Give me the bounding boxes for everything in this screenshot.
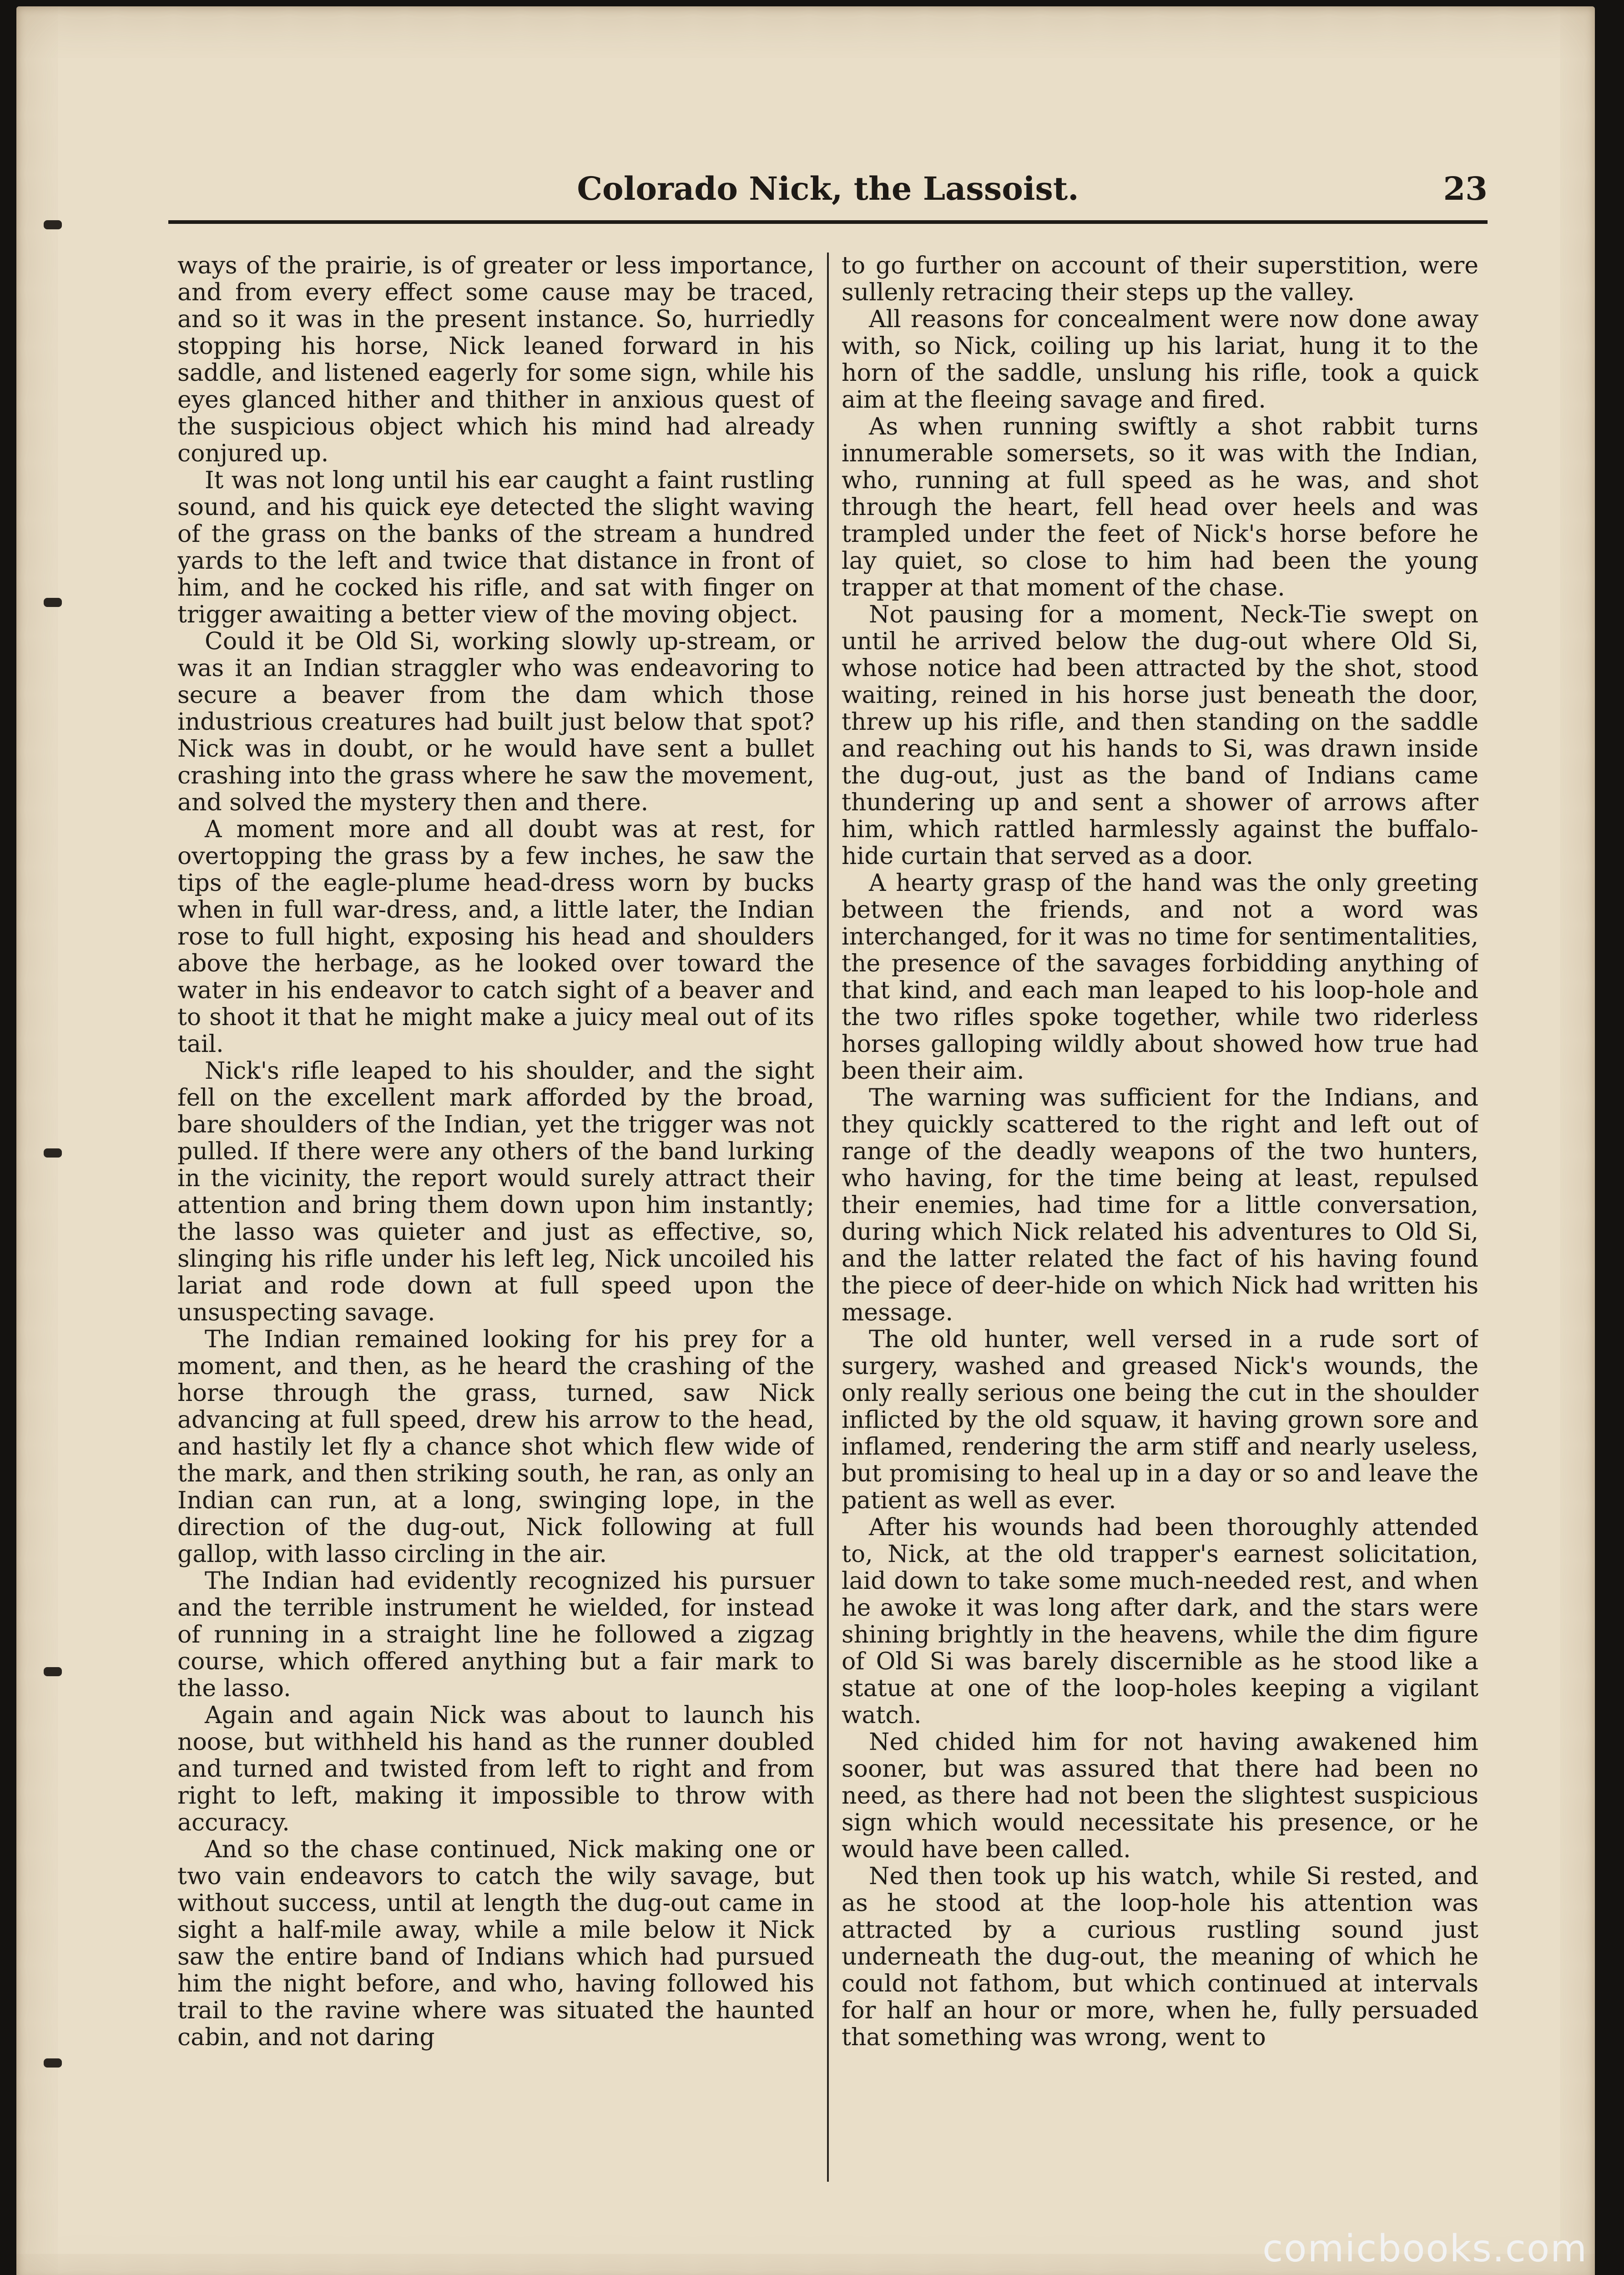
paragraph: As when running swiftly a shot rabbit turns innumerable somersets, so it was with the Indian, who, running at full speed as he was, and shot through the heart, fell head over heels and was trampled under the feet of Nick's horse before he lay quiet, so close to him had been the young trapper at that moment of the chase.: [842, 413, 1478, 602]
paragraph: And so the chase continued, Nick making one or two vain endeavors to catch the wily savage, but without success, until at length the dug-out came in sight a half-mile away, while a mile below it Nick saw the entire band of Indians which had pursued him the night before, and who, having followed his trail to the ravine where was situated the haunted cabin, and not daring: [177, 1836, 814, 2051]
paragraph: It was not long until his ear caught a faint rustling sound, and his quick eye detected the slight waving of the grass on the banks of the stream a hundred yards to the left and twice that distance in front of him, and he cocked his rifle, and sat with finger on trigger awaiting a better view of the moving object.: [177, 467, 814, 628]
paragraph: A hearty grasp of the hand was the only greeting between the friends, and not a word was interchanged, for it was no time for sentimentalities, the presence of the savages forbidding anything of that kind, and each man leaped to his loop-hole and the two rifles spoke together, while two riderless horses galloping wildly about showed how true had been their aim.: [842, 870, 1478, 1085]
text-column-left: [177, 253, 814, 2186]
paragraph: A moment more and all doubt was at rest, for overtopping the grass by a few inches, he saw the tips of the eagle-plume head-dress worn by bucks when in full war-dress, and, a little later, the Indian rose to full hight, exposing his head and shoulders above the herbage, as he looked over toward the water in his endeavor to catch sight of a beaver and to shoot it that he might make a juicy meal out of its tail.: [177, 816, 814, 1058]
paragraph: The Indian remained looking for his prey for a moment, and then, as he heard the crashing of the horse through the grass, turned, saw Nick advancing at full speed, drew his arrow to the head, and hastily let fly a chance shot which flew wide of the mark, and then striking south, he ran, as only an Indian can run, at a long, swinging lope, in the direction of the dug-out, Nick following at full gallop, with lasso circling in the air.: [177, 1326, 814, 1568]
running-title: Colorado Nick, the Lassoist.: [577, 170, 1079, 207]
paragraph: The warning was sufficient for the Indians, and they quickly scattered to the right and left out of range of the deadly weapons of the two hunters, who having, for the time being at least, repulsed their enemies, had time for a little conversation, during which Nick related his adventures to Old Si, and the latter related the fact of his having found the piece of deer-hide on which Nick had written his message.: [842, 1084, 1478, 1326]
text-column-right: [842, 253, 1478, 2186]
header-rule: [168, 220, 1488, 224]
paragraph: After his wounds had been thoroughly attended to, Nick, at the old trapper's earnest solicitation, laid down to take some much-needed rest, and when he awoke it was long after dark, and the stars were shining brightly in the heavens, while the dim figure of Old Si was barely discernible as he stood like a statue at one of the loop-holes keeping a vigilant watch.: [842, 1514, 1478, 1729]
paragraph: Ned chided him for not having awakened him sooner, but was assured that there had been no need, as there had not been the slightest suspicious sign which would necessitate his presence, or he would have been called.: [842, 1729, 1478, 1863]
binding-hole: [44, 1148, 62, 1158]
paragraph: Not pausing for a moment, Neck-Tie swept on until he arrived below the dug-out where Old Si, whose notice had been attracted by the shot, stood waiting, reined in his horse just beneath the door, threw up his rifle, and then standing on the saddle and reaching out his hands to Si, was drawn inside the dug-out, just as the band of Indians came thundering up and sent a shower of arrows after him, which rattled harmlessly against the buffalo-hide curtain that served as a door.: [842, 601, 1478, 870]
paragraph: Again and again Nick was about to launch his noose, but withheld his hand as the runner doubled and turned and twisted from left to right and from right to left, making it impossible to throw with accuracy.: [177, 1702, 814, 1836]
page-number: 23: [1443, 170, 1488, 207]
paragraph: to go further on account of their superstition, were sullenly retracing their steps up the valley.: [842, 253, 1478, 306]
paragraph: ways of the prairie, is of greater or less importance, and from every effect some cause may be traced, and so it was in the present instance. So, hurriedly stopping his horse, Nick leaned forward in his saddle, and listened eagerly for some sign, while his eyes glanced hither and thither in anxious quest of the suspicious object which his mind had already conjured up.: [177, 253, 814, 467]
binding-hole: [44, 598, 62, 607]
paragraph: The old hunter, well versed in a rude sort of surgery, washed and greased Nick's wounds, the only really serious one being the cut in the shoulder inflicted by the old squaw, it having grown sore and inflamed, rendering the arm stiff and nearly useless, but promising to heal up in a day or so and leave the patient as well as ever.: [842, 1326, 1478, 1514]
paragraph: Could it be Old Si, working slowly up-stream, or was it an Indian straggler who was endeavoring to secure a beaver from the dam which those industrious creatures had built just below that spot? Nick was in doubt, or he would have sent a bullet crashing into the grass where he saw the movement, and solved the mystery then and there.: [177, 628, 814, 816]
binding-hole: [44, 220, 62, 229]
binding-hole: [44, 2058, 62, 2068]
paragraph: The Indian had evidently recognized his pursuer and the terrible instrument he wielded, for instead of running in a straight line he followed a zigzag course, which offered anything but a fair mark to the lasso.: [177, 1567, 814, 1702]
site-watermark: comicbooks.com: [1262, 2227, 1588, 2270]
paragraph: All reasons for concealment were now done away with, so Nick, coiling up his lariat, hung it to the horn of the saddle, unslung his rifle, took a quick aim at the fleeing savage and fired.: [842, 306, 1478, 414]
paragraph: Ned then took up his watch, while Si rested, and as he stood at the loop-hole his attention was attracted by a curious rustling sound just underneath the dug-out, the meaning of which he could not fathom, but which continued at intervals for half an hour or more, when he, fully persuaded that something was wrong, went to: [842, 1863, 1478, 2051]
binding-hole: [44, 1667, 62, 1676]
page-header: [168, 168, 1488, 209]
column-divider: [827, 253, 829, 2182]
paragraph: Nick's rifle leaped to his shoulder, and the sight fell on the excellent mark afforded by the broad, bare shoulders of the Indian, yet the trigger was not pulled. If there were any others of the band lurking in the vicinity, the report would surely attract their attention and bring them down upon him instantly; the lasso was quieter and just as effective, so, slinging his rifle under his left leg, Nick uncoiled his lariat and rode down at full speed upon the unsuspecting savage.: [177, 1057, 814, 1326]
